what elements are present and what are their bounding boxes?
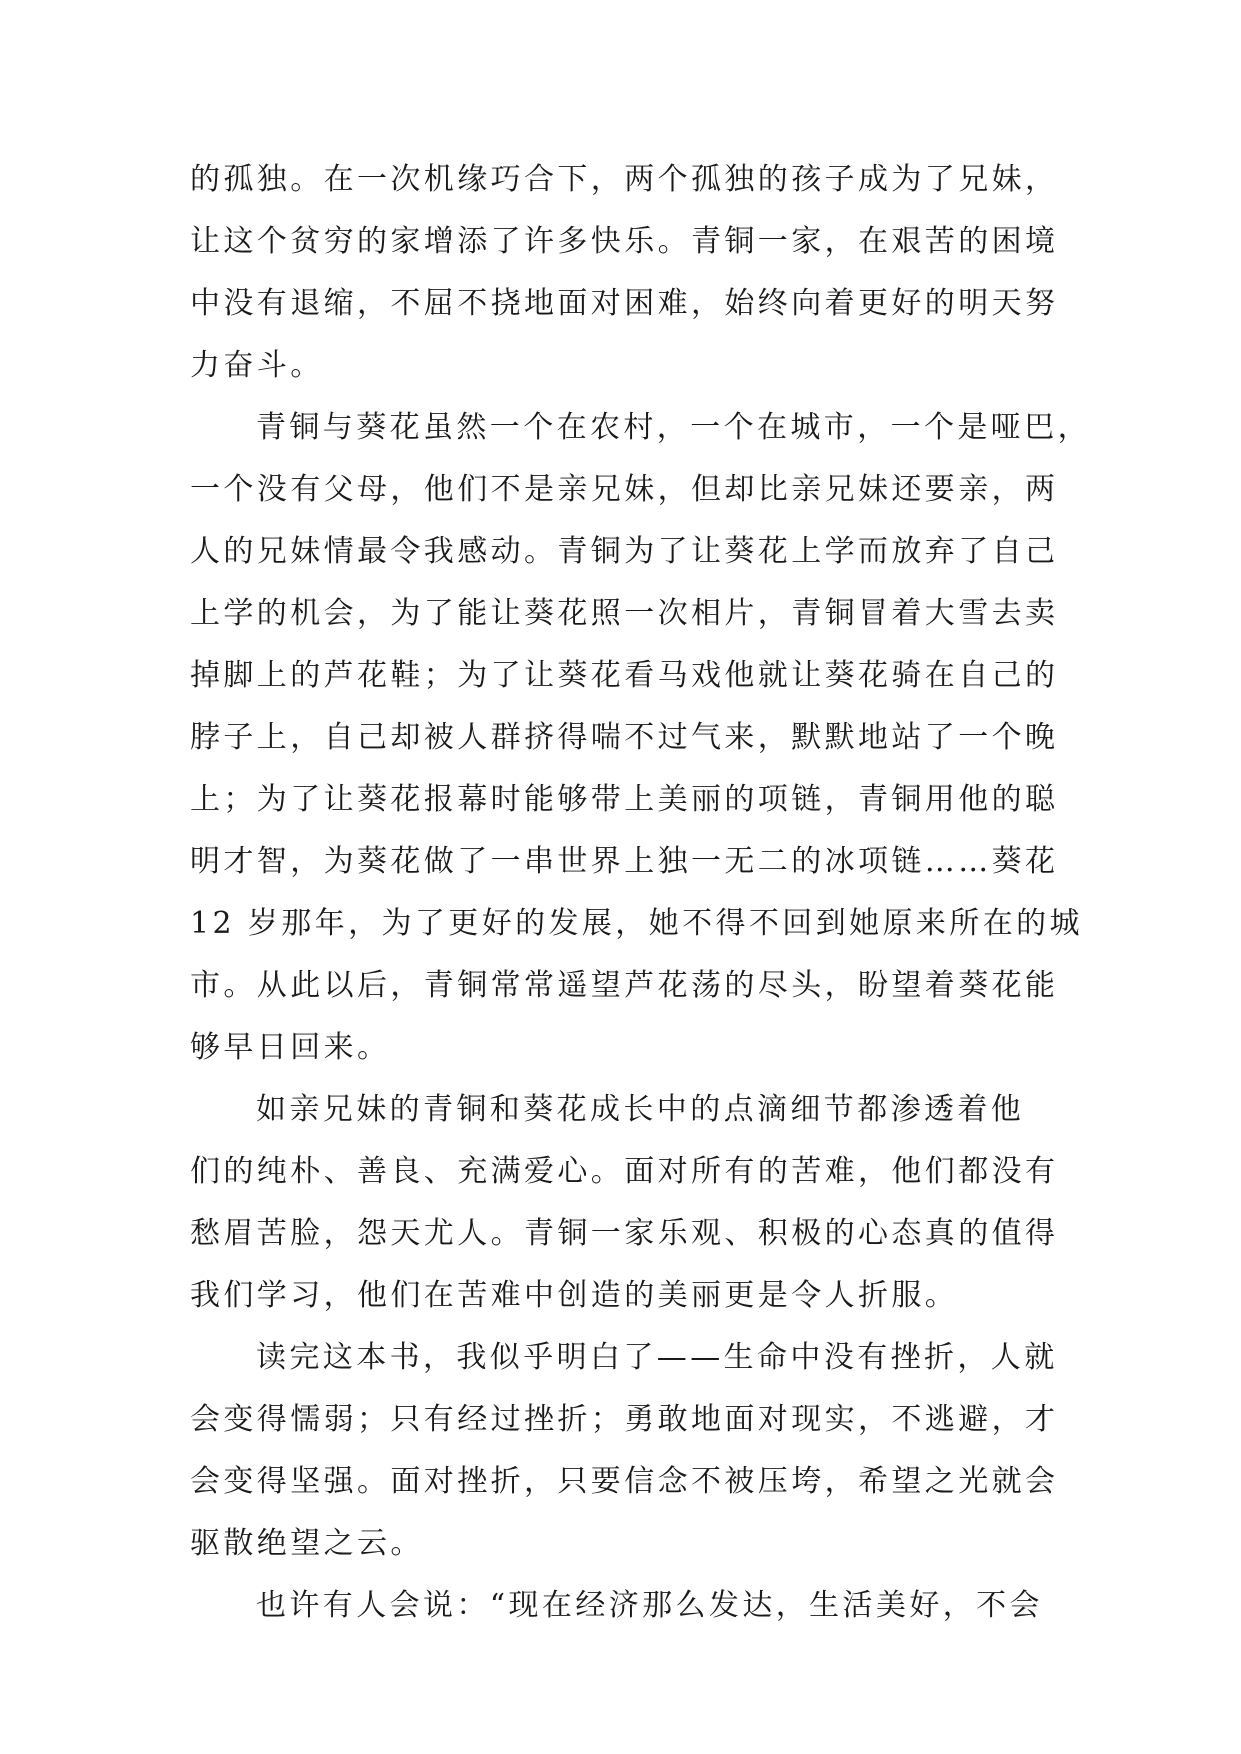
paragraph-first-line: 也许有人会说：“现在经济那么发达，生活美好，不会 [256,1588,1043,1623]
text-line: 会变得坚强。面对挫折，只要信念不被压垮，希望之光就会 [190,1464,1059,1499]
paragraph-first-line: 读完这本书，我似乎明白了——生命中没有挫折，人就 [256,1340,1058,1375]
text-line: 明才智，为葵花做了一串世界上独一无二的冰项链……葵花 [190,844,1059,879]
text-line: 一个没有父母，他们不是亲兄妹，但却比亲兄妹还要亲，两 [190,472,1059,507]
text-line: 脖子上，自己却被人群挤得喘不过气来，默默地站了一个晚 [190,720,1059,755]
text-line: 市。从此以后，青铜常常遥望芦花荡的尽头，盼望着葵花能 [190,968,1059,1003]
text-line: 够早日回来。 [190,1030,391,1065]
text-line: 会变得懦弱；只有经过挫折；勇敢地面对现实，不逃避，才 [190,1402,1059,1437]
text-line: 掉脚上的芦花鞋；为了让葵花看马戏他就让葵花骑在自己的 [190,658,1059,693]
document-body [190,160,1091,1648]
text-line: 人的兄妹情最令我感动。青铜为了让葵花上学而放弃了自己 [190,534,1059,569]
text-line: 中没有退缩，不屈不挠地面对困难，始终向着更好的明天努 [190,286,1059,321]
text-line: 让这个贫穷的家增添了许多快乐。青铜一家，在艰苦的困境 [190,224,1059,259]
text-line: 12 岁那年，为了更好的发展，她不得不回到她原来所在的城 [190,906,1083,941]
text-line: 力奋斗。 [190,348,324,383]
text-line: 我们学习，他们在苦难中创造的美丽更是令人折服。 [190,1278,959,1313]
text-line: 驱散绝望之云。 [190,1526,424,1561]
paragraph-first-line: 如亲兄妹的青铜和葵花成长中的点滴细节都渗透着他 [256,1092,1025,1127]
paragraph-first-line: 青铜与葵花虽然一个在农村，一个在城市，一个是哑巴， [256,410,1091,445]
text-line: 上；为了让葵花报幕时能够带上美丽的项链，青铜用他的聪 [190,782,1059,817]
text-line: 愁眉苦脸，怨天尤人。青铜一家乐观、积极的心态真的值得 [190,1216,1059,1251]
text-line: 上学的机会，为了能让葵花照一次相片，青铜冒着大雪去卖 [190,596,1059,631]
text-line: 们的纯朴、善良、充满爱心。面对所有的苦难，他们都没有 [190,1154,1059,1189]
text-line: 的孤独。在一次机缘巧合下，两个孤独的孩子成为了兄妹， [190,162,1059,197]
